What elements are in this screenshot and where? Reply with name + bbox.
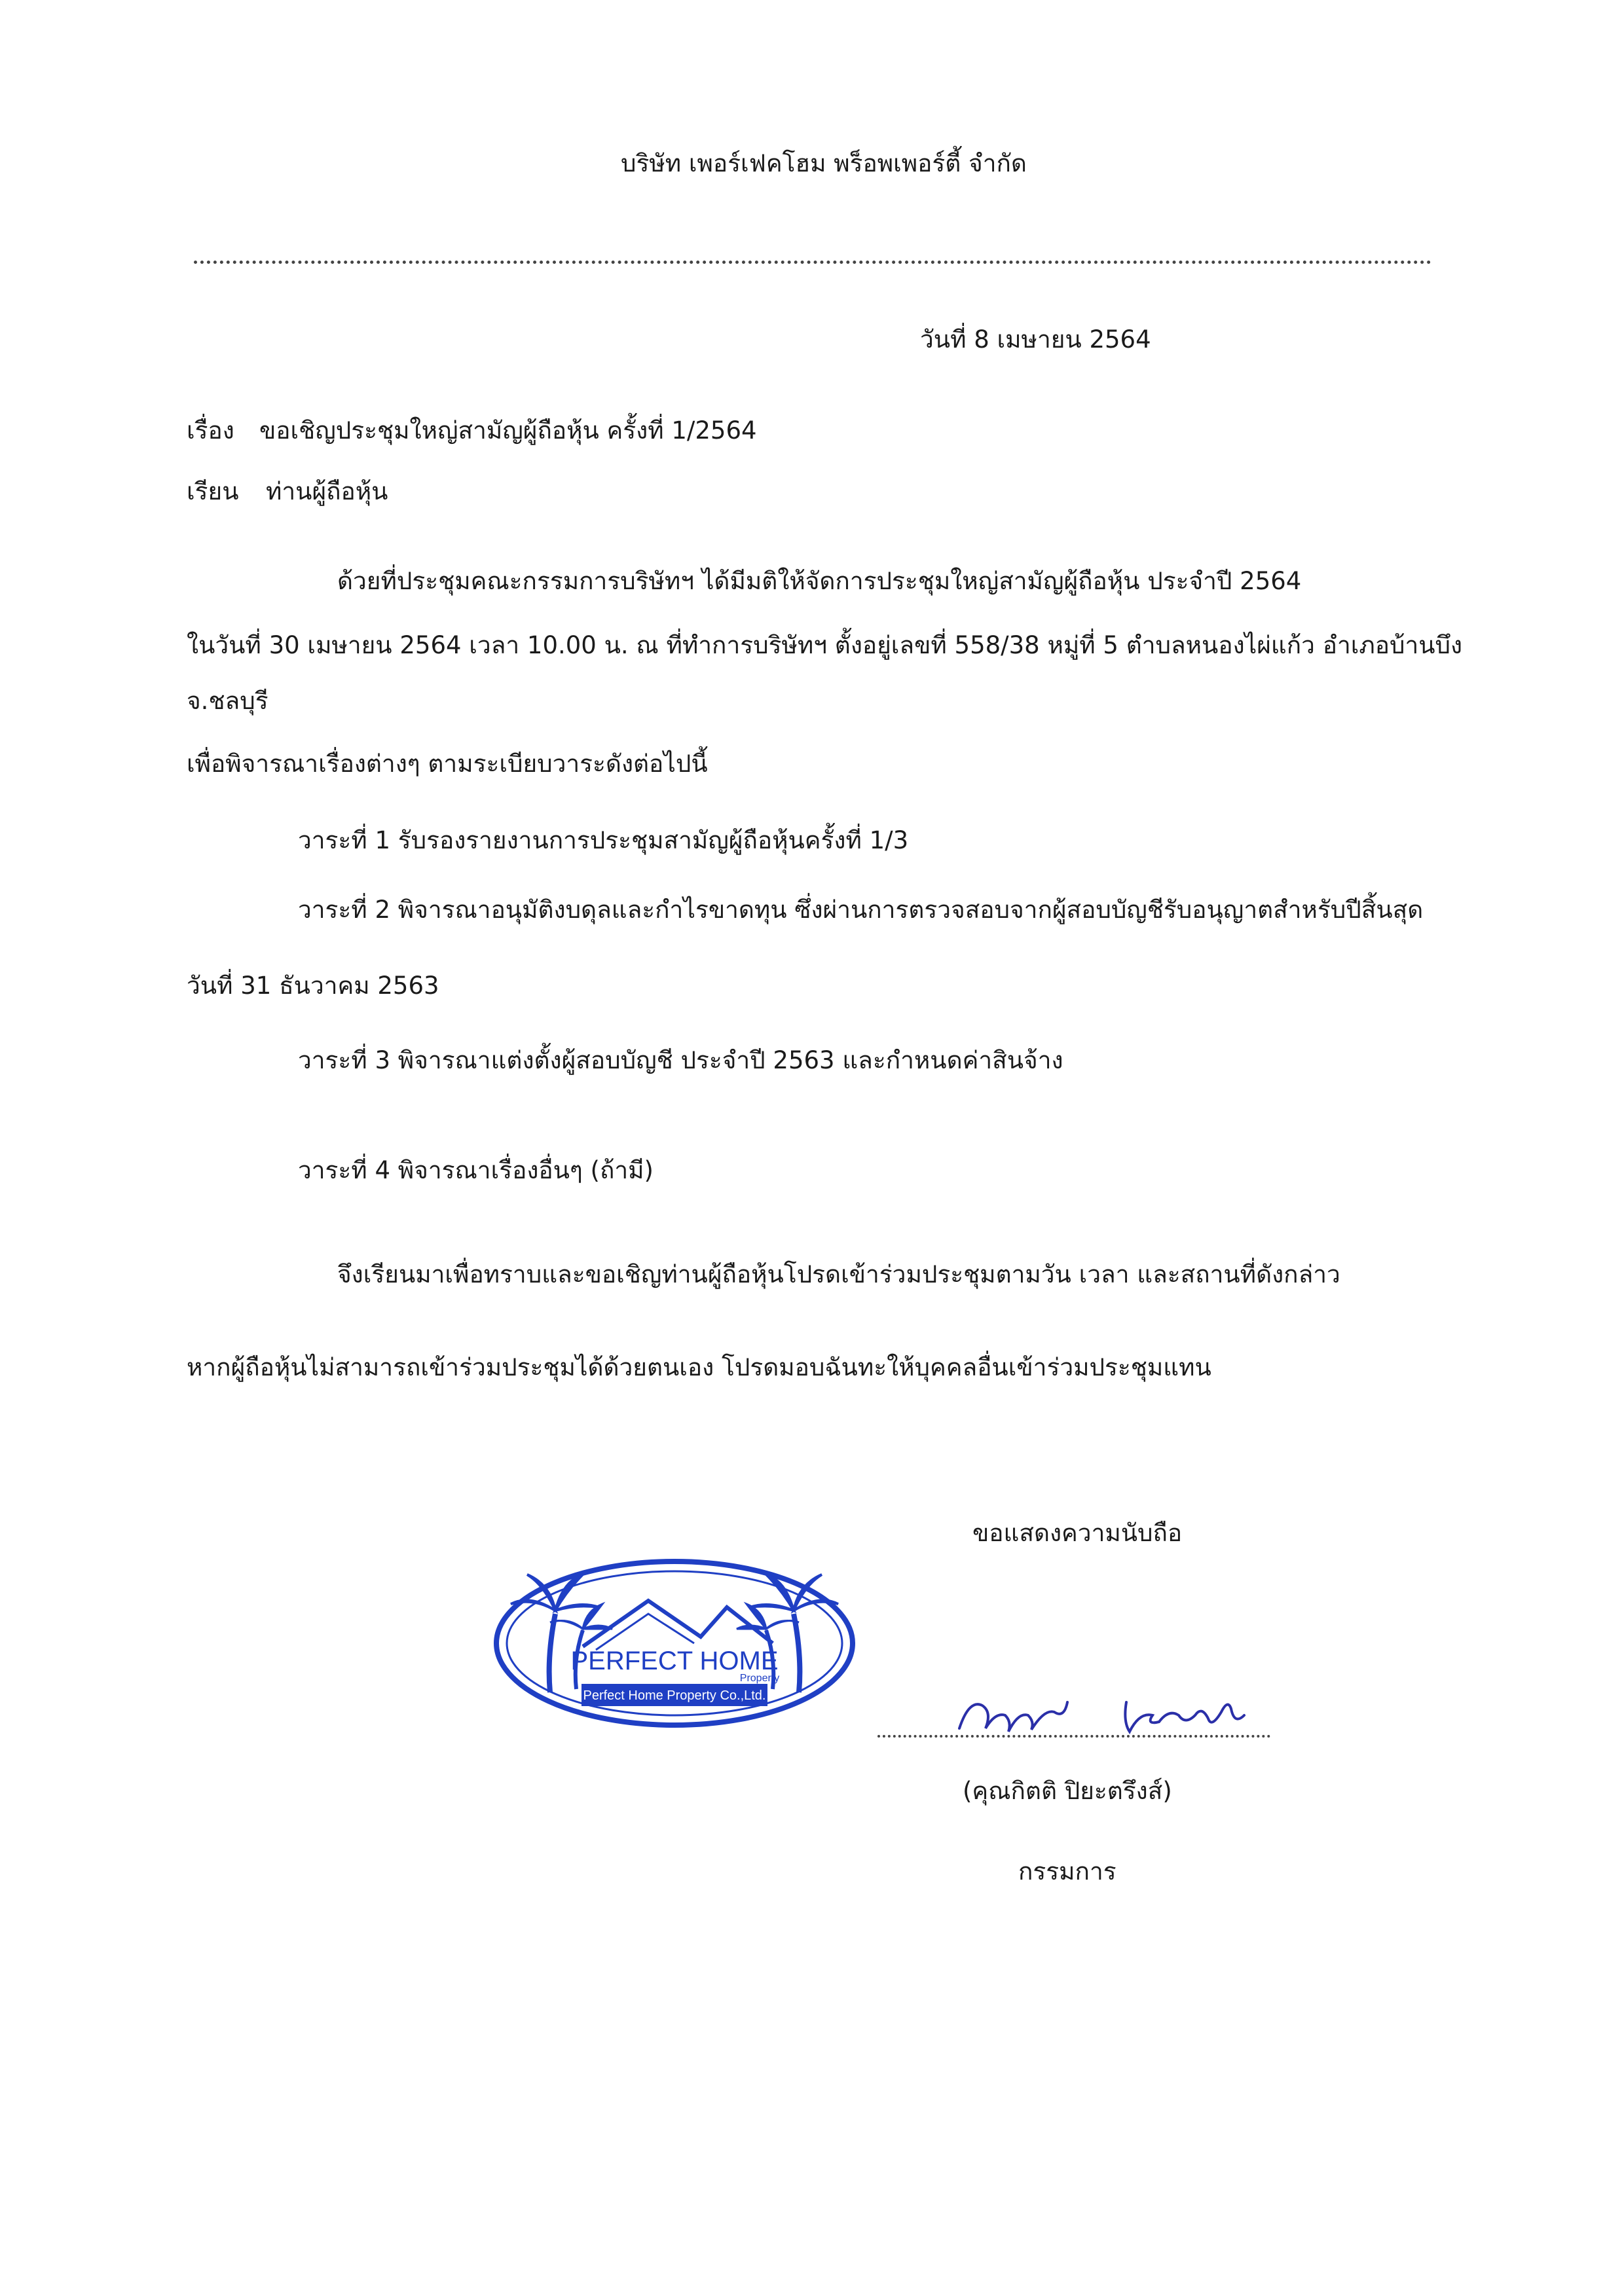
body-paragraph-2-line-2: จ.ชลบุรี	[187, 687, 268, 715]
closing-paragraph-2: หากผู้ถือหุ้นไม่สามารถเข้าร่วมประชุมได้ด้วยตนเอง โปรดมอบฉันทะให้บุคคลอื่นเข้าร่วมประชุมแทน	[187, 1353, 1211, 1381]
agenda-item-2-line-2: วันที่ 31 ธันวาคม 2563	[187, 972, 439, 1000]
closing-paragraph-1: จึงเรียนมาเพื่อทราบและขอเชิญท่านผู้ถือหุ้นโปรดเข้าร่วมประชุมตามวัน เวลา และสถานที่ดังกล่าว	[337, 1260, 1340, 1288]
stamp-brand: PERFECT HOME	[570, 1647, 779, 1675]
signature-line	[877, 1735, 1270, 1738]
company-name: บริษัท เพอร์เฟคโฮม พร็อพเพอร์ตี้ จำกัด	[621, 149, 1027, 177]
subject-label: เรื่อง	[187, 416, 234, 445]
body-paragraph-1: ด้วยที่ประชุมคณะกรรมการบริษัทฯ ได้มีมติให้จัดการประชุมใหญ่สามัญผู้ถือหุ้น ประจำปี 2564	[337, 567, 1302, 595]
subject-text: ขอเชิญประชุมใหญ่สามัญผู้ถือหุ้น ครั้งที่ 1/2564	[259, 416, 757, 445]
body-paragraph-3: เพื่อพิจารณาเรื่องต่างๆ ตามระเบียบวาระดังต่อไปนี้	[187, 750, 708, 778]
closing-regards: ขอแสดงความนับถือ	[972, 1519, 1183, 1547]
agenda-item-2-line-1: วาระที่ 2 พิจารณาอนุมัติงบดุลและกำไรขาดทุน ซึ่งผ่านการตรวจสอบจากผู้สอบบัญชีรับอนุญาตสำหรับปีสิ้นสุด	[298, 896, 1424, 924]
signer-name: (คุณกิตติ ปิยะตรึงส์)	[963, 1777, 1172, 1805]
agenda-item-4: วาระที่ 4 พิจารณาเรื่องอื่นๆ (ถ้ามี)	[298, 1156, 654, 1184]
to-text: ท่านผู้ถือหุ้น	[266, 477, 388, 505]
stamp-company-en: Perfect Home Property Co.,Ltd.	[583, 1688, 766, 1703]
stamp-sub: Property	[739, 1673, 780, 1684]
body-paragraph-2-line-1: ในวันที่ 30 เมษายน 2564 เวลา 10.00 น. ณ ที่ทำการบริษัทฯ ตั้งอยู่เลขที่ 558/38 หมู่ที่ 5 ตำบลหนองไผ่แก้ว อำเภอบ้านบึง	[187, 631, 1463, 659]
agenda-item-1: วาระที่ 1 รับรองรายงานการประชุมสามัญผู้ถือหุ้นครั้งที่ 1/3	[298, 826, 909, 854]
agenda-item-3: วาระที่ 3 พิจารณาแต่งตั้งผู้สอบบัญชี ประจำปี 2563 และกำหนดค่าสินจ้าง	[298, 1046, 1063, 1074]
header-divider	[194, 261, 1431, 264]
letter-date: วันที่ 8 เมษายน 2564	[920, 325, 1151, 354]
company-stamp	[485, 1539, 864, 1735]
to-label: เรียน	[187, 477, 239, 505]
signer-title: กรรมการ	[1018, 1857, 1116, 1886]
